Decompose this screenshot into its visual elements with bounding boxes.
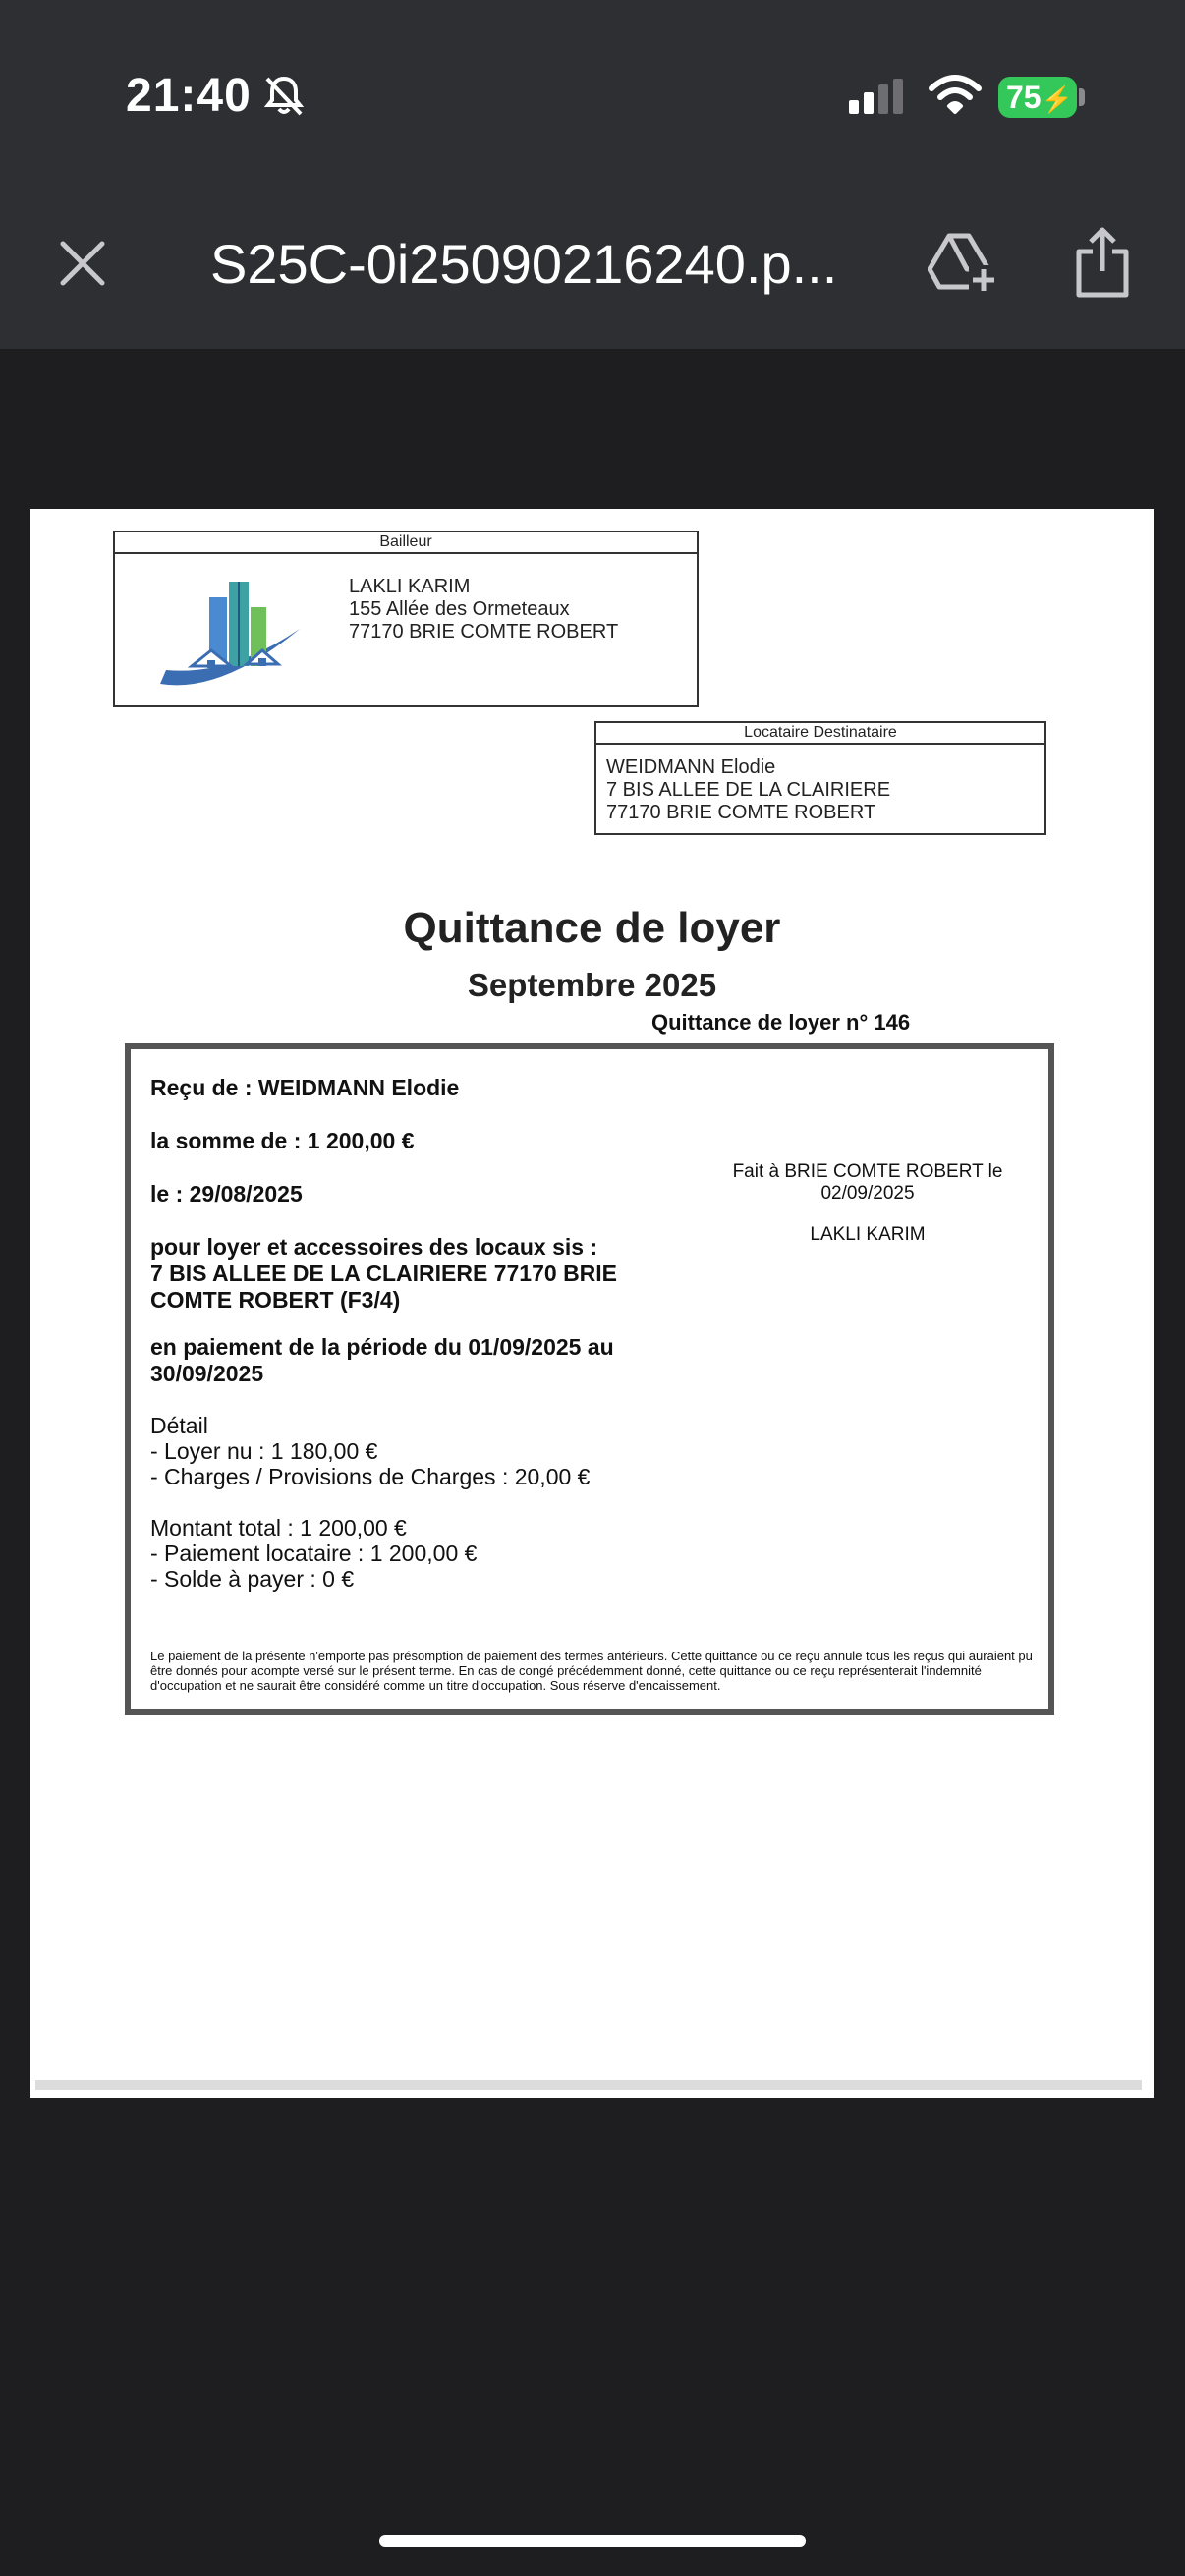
charges: - Charges / Provisions de Charges : 20,00 € bbox=[150, 1464, 591, 1489]
locataire-address-2: 77170 BRIE COMTE ROBERT bbox=[606, 802, 876, 823]
receipt-frame bbox=[125, 1043, 1054, 1715]
close-icon bbox=[57, 238, 108, 289]
footnote: Le paiement de la présente n'emporte pas présomption de paiement des termes antérieurs. Cette quittance ou ce reçu annule tous les reçus qui auraient pu être donnés pour acompte versé sur le présent terme. En cas de congé précédemment donné, cette quittance ou ce reçu représenterait l'indemnité d'occupation et ne saurait être considéré comme un titre d'occupation. Sous réserve d'encaissement. bbox=[150, 1649, 1033, 1693]
signataire: LAKLI KARIM bbox=[810, 1224, 926, 1245]
bailleur-address-1: 155 Allée des Ormeteaux bbox=[349, 598, 570, 620]
periode-line-1: en paiement de la période du 01/09/2025 au bbox=[150, 1334, 614, 1360]
document-title: Quittance de loyer bbox=[403, 904, 781, 952]
somme: la somme de : 1 200,00 € bbox=[150, 1128, 415, 1153]
detail-label: Détail bbox=[150, 1413, 208, 1438]
locaux-line-2: 7 BIS ALLEE DE LA CLAIRIERE 77170 BRIE bbox=[150, 1260, 618, 1286]
locataire-address-1: 7 BIS ALLEE DE LA CLAIRIERE bbox=[606, 779, 891, 801]
bailleur-box bbox=[113, 531, 699, 707]
wifi-icon bbox=[928, 73, 983, 121]
receipt-number: Quittance de loyer n° 146 bbox=[651, 1010, 911, 1035]
cellular-signal-icon bbox=[849, 79, 908, 119]
battery-tip bbox=[1079, 88, 1085, 106]
recu-de: Reçu de : WEIDMANN Elodie bbox=[150, 1075, 460, 1100]
fait-a-line-1: Fait à BRIE COMTE ROBERT le bbox=[732, 1161, 1003, 1182]
loyer-nu: - Loyer nu : 1 180,00 € bbox=[150, 1438, 378, 1464]
close-button[interactable] bbox=[57, 238, 108, 289]
montant-total: Montant total : 1 200,00 € bbox=[150, 1515, 407, 1540]
bell-muted-icon bbox=[261, 73, 307, 123]
top-bar bbox=[0, 0, 1185, 349]
document-period: Septembre 2025 bbox=[467, 967, 717, 1003]
fait-a-line-2: 02/09/2025 bbox=[820, 1183, 915, 1204]
locaux-line-3: COMTE ROBERT (F3/4) bbox=[150, 1287, 401, 1313]
home-indicator[interactable] bbox=[379, 2535, 806, 2547]
bailleur-name: LAKLI KARIM bbox=[349, 576, 471, 597]
add-to-drive-button[interactable] bbox=[928, 230, 998, 300]
status-time: 21:40 bbox=[126, 70, 252, 122]
periode-line-2: 30/09/2025 bbox=[150, 1361, 264, 1386]
locataire-name: WEIDMANN Elodie bbox=[606, 756, 776, 778]
share-button[interactable] bbox=[1075, 226, 1130, 304]
page-bottom-edge bbox=[35, 2080, 1142, 2090]
file-title: S25C-0i25090216240.p... bbox=[210, 233, 838, 295]
date-line: le : 29/08/2025 bbox=[150, 1181, 303, 1206]
drive-add-icon bbox=[928, 230, 998, 295]
share-icon bbox=[1075, 226, 1130, 299]
battery-level: 75 bbox=[1006, 80, 1042, 115]
paiement-locataire: - Paiement locataire : 1 200,00 € bbox=[150, 1540, 478, 1566]
company-logo bbox=[152, 568, 310, 700]
pdf-page[interactable] bbox=[30, 509, 1154, 2098]
locataire-box bbox=[594, 721, 1046, 835]
bailleur-address-2: 77170 BRIE COMTE ROBERT bbox=[349, 621, 619, 643]
solde: - Solde à payer : 0 € bbox=[150, 1566, 355, 1592]
locaux-line-1: pour loyer et accessoires des locaux sis : bbox=[150, 1234, 598, 1260]
bailleur-header: Bailleur bbox=[115, 532, 697, 554]
locataire-header: Locataire Destinataire bbox=[596, 723, 1044, 745]
battery-indicator: 75⚡ bbox=[998, 77, 1077, 118]
